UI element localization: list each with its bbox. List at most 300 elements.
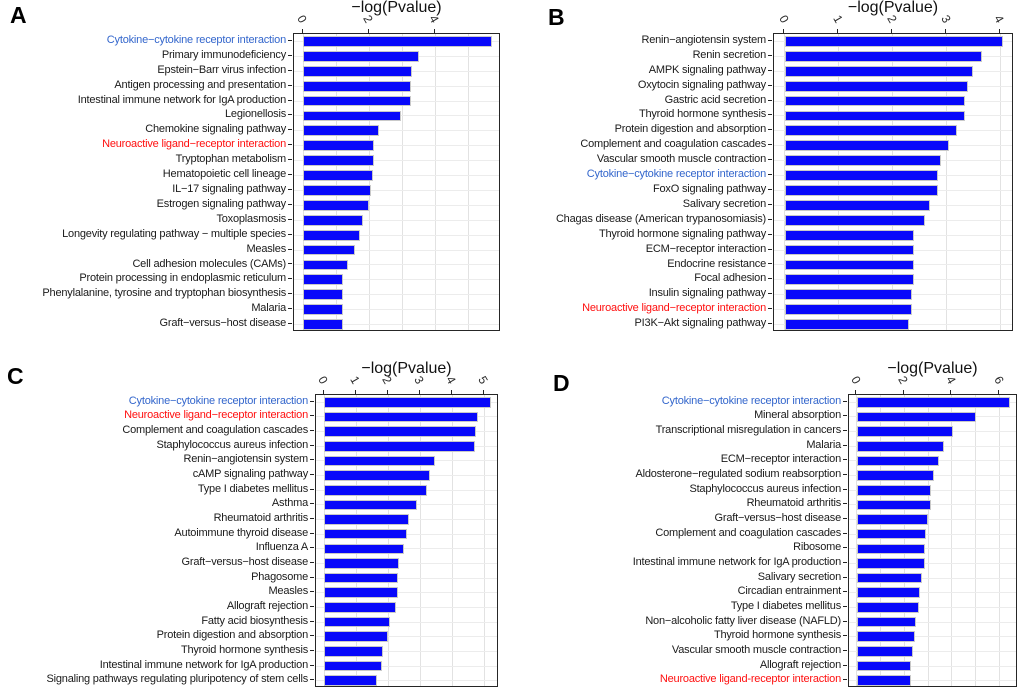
label-row — [510, 122, 766, 137]
x-axis-tick-label: 0 — [847, 373, 864, 387]
y-axis-tick-mark — [843, 562, 847, 563]
category-label: Influenza A — [255, 541, 308, 554]
label-row — [510, 316, 766, 331]
gridline-vertical — [946, 34, 947, 331]
category-label: Graft−versus−host disease — [159, 317, 286, 330]
y-axis-tick-mark — [843, 474, 847, 475]
y-axis-tick-mark — [288, 189, 292, 190]
bar — [303, 274, 343, 285]
category-label: Aldosterone−regulated sodium reabsorption — [635, 468, 841, 481]
bar — [303, 319, 343, 330]
bar — [324, 646, 383, 657]
label-row — [0, 152, 286, 167]
bar — [785, 111, 965, 122]
x-axis-tick-label: 2 — [360, 12, 377, 26]
category-label: Cytokine−cytokine receptor interaction — [586, 168, 766, 181]
category-label: Staphylococcus aureus infection — [689, 482, 841, 495]
category-labels — [0, 394, 308, 687]
bar — [303, 289, 343, 300]
y-axis-tick-mark — [768, 234, 772, 235]
category-label: Complement and coagulation cascades — [122, 424, 308, 437]
label-row — [0, 511, 308, 526]
category-label: Neuroactive ligand−receptor interaction — [124, 409, 308, 422]
label-row — [510, 301, 766, 316]
label-row — [0, 316, 286, 331]
label-row — [0, 497, 308, 512]
category-label: Cytokine−cytokine receptor interaction — [661, 394, 841, 407]
y-axis-tick-mark — [768, 40, 772, 41]
y-axis-tick-mark — [768, 70, 772, 71]
gridline-vertical — [1000, 34, 1001, 331]
x-axis-tick-label: 2 — [883, 12, 900, 26]
bar — [857, 544, 925, 555]
category-label: Asthma — [271, 497, 308, 510]
x-axis-tick-label: 4 — [426, 12, 443, 26]
category-label: Thyroid hormone synthesis — [180, 643, 308, 656]
label-row — [0, 33, 286, 48]
y-axis-tick-mark — [843, 430, 847, 431]
bar — [324, 661, 382, 672]
panel-letter-a: A — [10, 2, 27, 28]
category-label: Toxoplasmosis — [216, 212, 286, 225]
x-axis-tick-label: 5 — [475, 373, 492, 387]
gridline-vertical — [303, 34, 304, 331]
category-label: Salivary secretion — [757, 570, 841, 583]
y-axis-tick-mark — [843, 547, 847, 548]
bar — [785, 319, 909, 330]
label-row — [510, 511, 841, 526]
label-row — [510, 409, 841, 424]
label-row — [510, 242, 766, 257]
panel-a — [0, 0, 510, 346]
category-label: Phenylalanine, tyrosine and tryptophan biosynthesis — [42, 287, 286, 300]
x-axis-tick-label: 1 — [347, 373, 364, 387]
y-axis-tick-mark — [768, 129, 772, 130]
gridline-vertical — [324, 395, 325, 687]
category-label: Renin secretion — [692, 48, 766, 61]
y-axis-tick-mark — [310, 415, 314, 416]
bar — [857, 558, 925, 569]
gridline-vertical — [904, 395, 905, 687]
panel-c — [0, 346, 510, 692]
label-row — [0, 93, 286, 108]
gridline-vertical — [975, 395, 976, 687]
bar — [303, 245, 354, 256]
category-label: Protein processing in endoplasmic reticulum — [79, 272, 286, 285]
bar — [324, 617, 390, 628]
bar — [857, 441, 944, 452]
x-axis-tick-label: 3 — [937, 12, 954, 26]
plot-area — [315, 394, 498, 687]
bar — [324, 397, 490, 408]
label-row — [510, 197, 766, 212]
y-axis-tick-mark — [843, 489, 847, 490]
x-axis-tick-label: 1 — [830, 12, 846, 26]
category-label: Intestinal immune network for IgA production — [632, 556, 841, 569]
y-axis-tick-mark — [843, 415, 847, 416]
category-label: Renin−angiotensin system — [641, 33, 766, 46]
category-label: Signaling pathways regulating pluripotency of stem cells — [46, 673, 308, 686]
y-axis-tick-mark — [843, 665, 847, 666]
category-label: Type I diabetes mellitus — [730, 600, 841, 613]
category-labels — [510, 394, 841, 687]
y-axis-tick-mark — [310, 591, 314, 592]
category-label: Graft−versus−host disease — [714, 512, 841, 525]
category-label: Antigen processing and presentation — [114, 78, 286, 91]
y-axis-tick-mark — [843, 621, 847, 622]
label-row — [0, 63, 286, 78]
label-row — [510, 394, 841, 409]
category-label: Complement and coagulation cascades — [580, 138, 766, 151]
label-row — [510, 152, 766, 167]
bar — [785, 125, 957, 136]
category-label: Protein digestion and absorption — [156, 629, 308, 642]
bar — [303, 111, 400, 122]
label-row — [0, 585, 308, 600]
label-row — [0, 658, 308, 673]
y-axis-tick-mark — [768, 249, 772, 250]
category-label: Circadian entrainment — [737, 585, 841, 598]
label-row — [0, 599, 308, 614]
bar — [857, 661, 912, 672]
y-axis-tick-mark — [843, 606, 847, 607]
category-label: Rheumatoid arthritis — [213, 512, 308, 525]
bar — [785, 260, 914, 271]
bar — [785, 96, 965, 107]
category-label: Neuroactive ligand−receptor interaction — [582, 302, 766, 315]
gridline-vertical — [402, 34, 403, 331]
label-row — [0, 526, 308, 541]
label-row — [0, 286, 286, 301]
label-row — [0, 423, 308, 438]
label-row — [0, 672, 308, 687]
y-axis-tick-mark — [768, 323, 772, 324]
gridline-vertical — [420, 395, 421, 687]
bar — [303, 155, 374, 166]
label-row — [510, 227, 766, 242]
gridline-vertical — [435, 34, 436, 331]
label-row — [0, 78, 286, 93]
label-row — [0, 227, 286, 242]
label-row — [510, 93, 766, 108]
category-label: Staphylococcus aureus infection — [156, 438, 308, 451]
gridline-vertical — [892, 34, 893, 331]
y-axis-tick-mark — [843, 591, 847, 592]
bar — [785, 155, 941, 166]
label-row — [0, 467, 308, 482]
y-axis-tick-mark — [768, 278, 772, 279]
label-row — [0, 541, 308, 556]
category-label: FoxO signaling pathway — [653, 183, 766, 196]
label-row — [0, 182, 286, 197]
y-axis-tick-mark — [310, 621, 314, 622]
bar — [857, 456, 939, 467]
x-axis-tick-label: 0 — [776, 12, 792, 26]
x-axis-tick-label: 2 — [379, 373, 396, 387]
bar — [857, 397, 1011, 408]
y-axis-tick-mark — [843, 635, 847, 636]
category-label: cAMP signaling pathway — [192, 468, 308, 481]
x-axis-tick-label: 0 — [294, 12, 311, 26]
bar — [303, 200, 369, 211]
label-row — [0, 48, 286, 63]
bar — [303, 170, 372, 181]
label-row — [510, 672, 841, 687]
y-axis-tick-mark — [310, 430, 314, 431]
label-row — [0, 197, 286, 212]
panel-letter-b: B — [548, 4, 565, 30]
plot-area — [848, 394, 1017, 687]
bar — [785, 215, 925, 226]
gridline-vertical — [369, 34, 370, 331]
category-label: Allograft rejection — [759, 658, 841, 671]
category-label: Type I diabetes mellitus — [197, 482, 308, 495]
category-label: Cytokine−cytokine receptor interaction — [106, 33, 286, 46]
bar — [303, 96, 410, 107]
label-row — [510, 526, 841, 541]
label-row — [0, 167, 286, 182]
label-row — [0, 643, 308, 658]
bar — [303, 215, 362, 226]
bar — [785, 81, 968, 92]
y-axis-tick-mark — [310, 401, 314, 402]
label-row — [510, 658, 841, 673]
y-axis-tick-mark — [288, 144, 292, 145]
bar — [857, 617, 917, 628]
bar — [857, 675, 912, 686]
category-label: Primary immunodeficiency — [161, 48, 286, 61]
bar — [324, 675, 377, 686]
bar — [785, 289, 912, 300]
y-axis-tick-mark — [310, 518, 314, 519]
label-row — [510, 599, 841, 614]
y-axis-tick-mark — [843, 679, 847, 680]
category-labels — [510, 33, 766, 331]
x-axis-title: −log(Pvalue) — [351, 0, 442, 16]
bar — [324, 500, 417, 511]
label-row — [510, 643, 841, 658]
y-axis-tick-mark — [310, 489, 314, 490]
label-row — [510, 108, 766, 123]
y-axis-tick-mark — [768, 308, 772, 309]
category-label: Thyroid hormone signaling pathway — [598, 227, 766, 240]
label-row — [510, 570, 841, 585]
label-row — [510, 585, 841, 600]
category-label: ECM−receptor interaction — [720, 453, 841, 466]
category-label: Estrogen signaling pathway — [156, 197, 286, 210]
category-label: Longevity regulating pathway − multiple species — [62, 227, 286, 240]
y-axis-tick-mark — [768, 189, 772, 190]
label-row — [510, 167, 766, 182]
y-axis-tick-mark — [768, 293, 772, 294]
y-axis-tick-mark — [768, 174, 772, 175]
y-axis-tick-mark — [310, 650, 314, 651]
y-axis-tick-mark — [768, 144, 772, 145]
panel-letter-c: C — [7, 363, 24, 389]
category-label: Chagas disease (American trypanosomiasis) — [555, 212, 766, 225]
label-row — [510, 497, 841, 512]
gridline-vertical — [452, 395, 453, 687]
y-axis-tick-mark — [288, 85, 292, 86]
bar — [785, 36, 1003, 47]
label-row — [0, 409, 308, 424]
category-label: Focal adhesion — [694, 272, 766, 285]
panel-b — [510, 0, 1020, 346]
category-label: Renin−angiotensin system — [183, 453, 308, 466]
bar — [857, 573, 923, 584]
bar — [785, 200, 930, 211]
label-row — [510, 614, 841, 629]
category-label: Tryptophan metabolism — [175, 153, 286, 166]
panel-letter-d: D — [553, 370, 570, 396]
y-axis-tick-mark — [843, 650, 847, 651]
category-label: Chemokine signaling pathway — [145, 123, 286, 136]
bar — [857, 470, 934, 481]
x-axis-tick-label: 4 — [991, 12, 1008, 26]
bar — [303, 260, 348, 271]
label-row — [0, 614, 308, 629]
gridline-vertical — [838, 34, 839, 331]
x-axis-tick-label: 4 — [443, 373, 460, 387]
label-row — [510, 453, 841, 468]
y-axis-tick-mark — [843, 533, 847, 534]
y-axis-tick-mark — [288, 129, 292, 130]
y-axis-tick-mark — [288, 114, 292, 115]
x-axis-tick-label: 6 — [990, 373, 1007, 387]
bar — [785, 140, 949, 151]
bar — [303, 36, 491, 47]
x-axis-title: −log(Pvalue) — [847, 0, 939, 16]
y-axis-tick-mark — [288, 293, 292, 294]
label-row — [0, 122, 286, 137]
y-axis-tick-mark — [843, 518, 847, 519]
label-row — [510, 33, 766, 48]
bar — [303, 230, 359, 241]
label-row — [510, 257, 766, 272]
bar — [785, 51, 982, 62]
label-row — [0, 570, 308, 585]
bar — [303, 81, 410, 92]
bar — [785, 245, 914, 256]
category-label: Vascular smooth muscle contraction — [596, 153, 766, 166]
label-row — [0, 301, 286, 316]
y-axis-tick-mark — [768, 263, 772, 264]
y-axis-tick-mark — [310, 665, 314, 666]
y-axis-tick-mark — [288, 55, 292, 56]
y-axis-tick-mark — [310, 459, 314, 460]
bar — [324, 441, 474, 452]
label-row — [0, 555, 308, 570]
gridline-vertical — [928, 395, 929, 687]
y-axis-tick-mark — [288, 219, 292, 220]
x-axis-tick-label: 0 — [315, 373, 332, 387]
y-axis-tick-mark — [310, 635, 314, 636]
category-label: Rheumatoid arthritis — [746, 497, 841, 510]
label-row — [510, 63, 766, 78]
label-row — [510, 286, 766, 301]
bar — [785, 274, 914, 285]
y-axis-tick-mark — [310, 503, 314, 504]
bar — [857, 529, 926, 540]
label-row — [510, 212, 766, 227]
category-label: Cytokine−cytokine receptor interaction — [128, 394, 308, 407]
y-axis-tick-mark — [288, 100, 292, 101]
category-label: Thyroid hormone synthesis — [713, 629, 841, 642]
bar — [324, 544, 404, 555]
bar — [303, 304, 343, 315]
label-row — [0, 137, 286, 152]
bar — [303, 185, 371, 196]
bar — [324, 558, 399, 569]
category-label: Ribosome — [793, 541, 841, 554]
y-axis-tick-mark — [310, 547, 314, 548]
category-label: Endocrine resistance — [667, 257, 766, 270]
category-label: Hematopoietic cell lineage — [162, 168, 286, 181]
y-axis-tick-mark — [843, 577, 847, 578]
category-label: AMPK signaling pathway — [648, 63, 766, 76]
category-label: Allograft rejection — [226, 600, 308, 613]
bar — [857, 631, 915, 642]
y-axis-tick-mark — [288, 70, 292, 71]
label-row — [510, 482, 841, 497]
category-label: IL−17 signaling pathway — [172, 183, 286, 196]
x-axis-tick-label: 3 — [411, 373, 428, 387]
label-row — [0, 108, 286, 123]
y-axis-tick-mark — [768, 219, 772, 220]
label-row — [0, 242, 286, 257]
y-axis-tick-mark — [768, 114, 772, 115]
y-axis-tick-mark — [310, 445, 314, 446]
gridline-vertical — [484, 395, 485, 687]
y-axis-tick-mark — [768, 85, 772, 86]
gridline-vertical — [856, 395, 857, 687]
gridline-vertical — [336, 34, 337, 331]
bar — [857, 426, 953, 437]
y-axis-tick-mark — [768, 204, 772, 205]
bar — [785, 230, 914, 241]
bar — [785, 304, 912, 315]
bar — [324, 514, 409, 525]
category-label: Mineral absorption — [754, 409, 841, 422]
bar — [857, 485, 931, 496]
category-label: Intestinal immune network for IgA production — [99, 658, 308, 671]
y-axis-tick-mark — [768, 55, 772, 56]
category-label: Non−alcoholic fatty liver disease (NAFLD) — [645, 614, 841, 627]
label-row — [0, 438, 308, 453]
category-label: Malaria — [806, 438, 841, 451]
bar — [324, 573, 398, 584]
bar — [785, 66, 974, 77]
bar — [857, 500, 931, 511]
category-label: Intestinal immune network for IgA production — [77, 93, 286, 106]
y-axis-tick-mark — [843, 401, 847, 402]
y-axis-tick-mark — [288, 308, 292, 309]
category-label: Phagosome — [251, 570, 308, 583]
category-label: Malaria — [251, 302, 286, 315]
x-axis-tick-label: 4 — [943, 373, 959, 387]
x-axis-title: −log(Pvalue) — [887, 360, 978, 377]
x-axis-title: −log(Pvalue) — [361, 360, 452, 377]
y-axis-tick-mark — [310, 679, 314, 680]
category-label: ECM−receptor interaction — [645, 242, 766, 255]
bar — [857, 602, 919, 613]
category-label: Legionellosis — [225, 108, 286, 121]
gridline-vertical — [356, 395, 357, 687]
bar — [857, 587, 920, 598]
bar — [785, 170, 939, 181]
label-row — [0, 453, 308, 468]
category-label: Cell adhesion molecules (CAMs) — [132, 257, 286, 270]
